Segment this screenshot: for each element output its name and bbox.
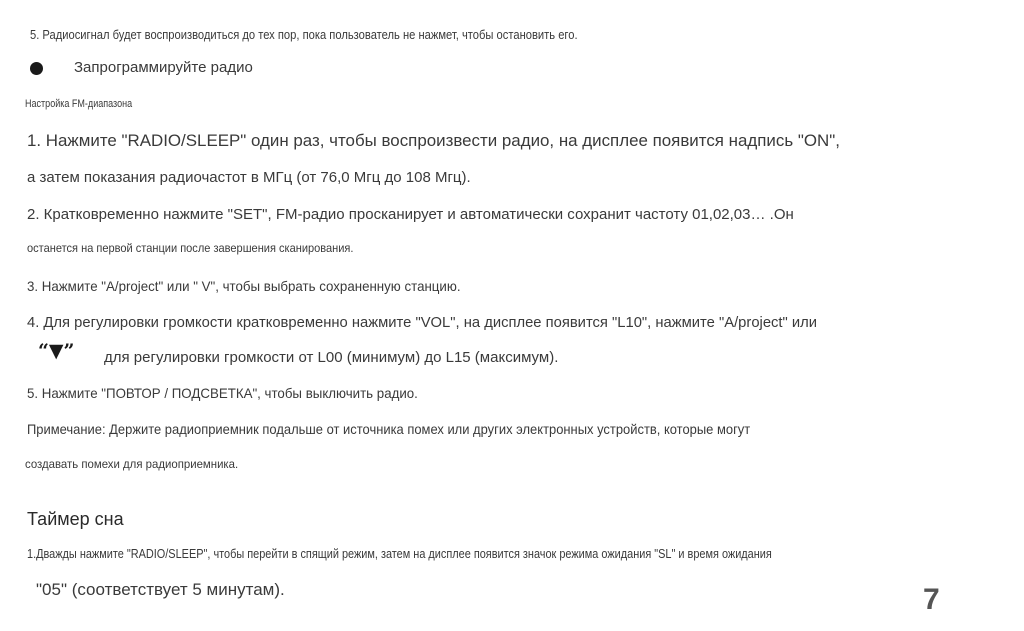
- bullet-icon: [30, 62, 43, 75]
- step-4-line-a: [27, 314, 829, 331]
- radio-playback-note: 5. Радиосигнал будет воспроизводиться до тех пор, пока пользователь не нажмет, чтобы остановить его.: [30, 27, 578, 42]
- page-number: 7: [923, 583, 940, 616]
- program-radio-heading: Запрограммируйте радио: [74, 59, 253, 76]
- step-1-text-b: а затем показания радиочастот в МГц (от 76,0 Мгц до 108 Мгц).: [27, 169, 471, 186]
- step-4-text-a: 4. Для регулировки громкости кратковременно нажмите "VOL", на дисплее появится "L10", нажмите "A/project" или: [27, 314, 818, 331]
- down-arrow-icon: “▼”: [38, 340, 75, 362]
- note-text-a: Примечание: Держите радиоприемник подальше от источника помех или других электронных устройств, которые могут: [27, 421, 751, 437]
- sleep-timer-heading-line: [27, 509, 124, 530]
- bullet-line: [74, 59, 253, 76]
- step-2-text-a: 2. Кратковременно нажмите "SET", FM-радио просканирует и автоматически сохранит частоту 01,02,03… .Он: [27, 206, 794, 223]
- step-3-line: [27, 278, 483, 294]
- step-2-line-b: [27, 241, 382, 255]
- subtitle-line: [25, 98, 156, 110]
- timer-step-text-b: "05" (соответствует 5 минутам).: [36, 580, 285, 599]
- sleep-timer-heading: Таймер сна: [27, 509, 124, 529]
- timer-step-line-a: [27, 546, 914, 561]
- note-line-b: [25, 457, 249, 471]
- step-2-text-b: останется на первой станции после завершения сканирования.: [27, 241, 354, 255]
- step-2-line-a: [27, 206, 794, 223]
- text-line-1: [30, 27, 667, 42]
- step-3-text: 3. Нажмите "A/project" или " V", чтобы выбрать сохраненную станцию.: [27, 278, 461, 294]
- step-5-text: 5. Нажмите "ПОВТОР / ПОДСВЕТКА", чтобы выключить радио.: [27, 385, 418, 401]
- timer-step-line-b: [36, 580, 285, 600]
- page-number-line: [923, 583, 940, 617]
- step-1-line-a: [27, 131, 844, 151]
- fm-setup-subtitle: Настройка FM-диапазона: [25, 98, 133, 110]
- step-1-line-b: [27, 169, 471, 186]
- step-4-text-b: для регулировки громкости от L00 (минимум) до L15 (максимум).: [104, 349, 559, 366]
- timer-step-text-a: 1.Дважды нажмите "RADIO/SLEEP", чтобы перейти в спящий режим, затем на дисплее появится значок режима ожидания "SL" и время ожидания: [27, 546, 772, 561]
- step-5-line: [27, 385, 438, 401]
- step-1-text-a: 1. Нажмите "RADIO/SLEEP" один раз, чтобы воспроизвести радио, на дисплее появится надпись "ON",: [27, 131, 840, 150]
- note-text-b: создавать помехи для радиоприемника.: [25, 457, 239, 471]
- step-4-line-b: [104, 349, 558, 366]
- note-line-a: [27, 421, 809, 437]
